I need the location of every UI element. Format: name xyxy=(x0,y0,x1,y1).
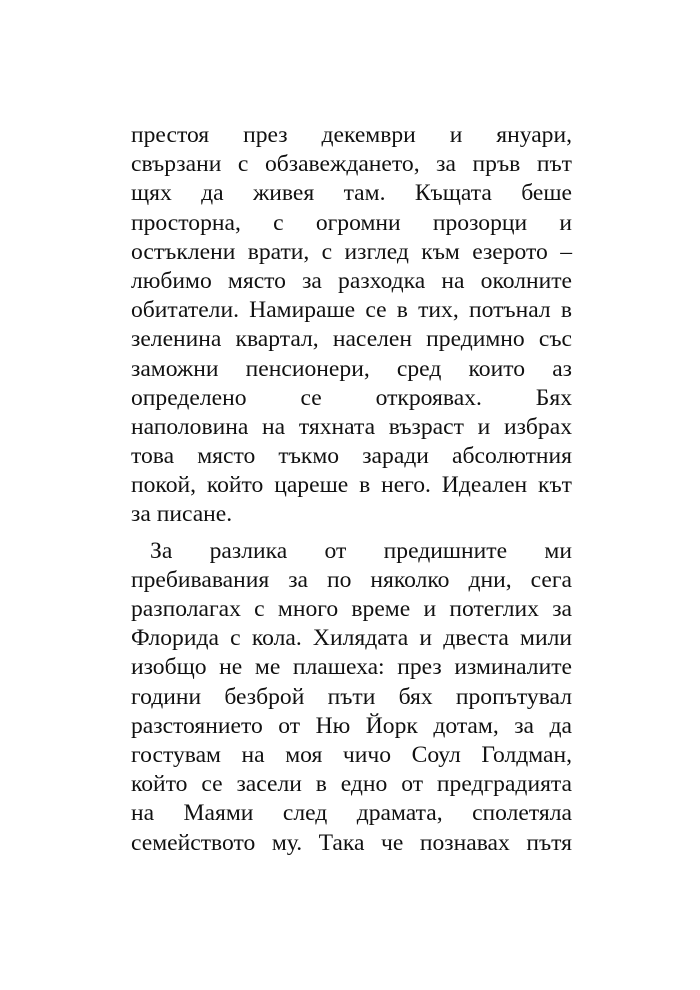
text-line: просторна, с огромни прозорци и xyxy=(131,209,572,236)
text-line: определено се откроявах. Бях xyxy=(131,384,572,411)
text-line: Флорида с кола. Хилядата и двеста мили xyxy=(131,625,572,652)
text-line: който се засели в едно от предградията xyxy=(131,771,572,798)
paragraph-gap xyxy=(131,530,572,537)
text-line: свързани с обзавеждането, за пръв път xyxy=(131,151,572,178)
text-line: зеленина квартал, населен предимно със xyxy=(131,326,572,353)
text-line: разполагах с много време и потеглих за xyxy=(131,596,572,622)
book-page xyxy=(131,121,572,858)
text-line-indented: За разлика от предишните ми xyxy=(150,537,572,564)
text-line: гостувам на моя чичо Соул Голдман, xyxy=(131,741,572,768)
paragraph-2 xyxy=(131,537,572,858)
text-line: любимо място за разходка на околните xyxy=(131,267,572,294)
text-line: остъклени врати, с изглед към езерото – xyxy=(131,238,572,265)
text-line: заможни пенсионери, сред които аз xyxy=(131,355,572,382)
text-line: щях да живея там. Къщата беше xyxy=(131,180,572,207)
text-line: семейството му. Така че познавах пътя xyxy=(131,829,572,856)
text-line: обитатели. Намираше се в тих, потънал в xyxy=(131,297,572,324)
text-line: престоя през декември и януари, xyxy=(131,122,572,148)
text-line: това място тъкмо заради абсолютния xyxy=(131,443,572,470)
text-line: пребивавания за по няколко дни, сега xyxy=(131,566,572,593)
text-line: години безброй пъти бях пропътувал xyxy=(131,683,572,710)
text-line: наполовина на тяхната възраст и избрах xyxy=(131,413,572,440)
text-line: на Маями след драмата, сполетяла xyxy=(131,800,572,827)
text-line: изобщо не ме плашеха: през изминалите xyxy=(131,654,572,681)
paragraph-1 xyxy=(131,121,572,530)
text-line: разстоянието от Ню Йорк дотам, за да xyxy=(131,712,572,739)
text-line: покой, който цареше в него. Идеален кът xyxy=(131,472,572,499)
text-line-last: за писане. xyxy=(131,501,233,528)
